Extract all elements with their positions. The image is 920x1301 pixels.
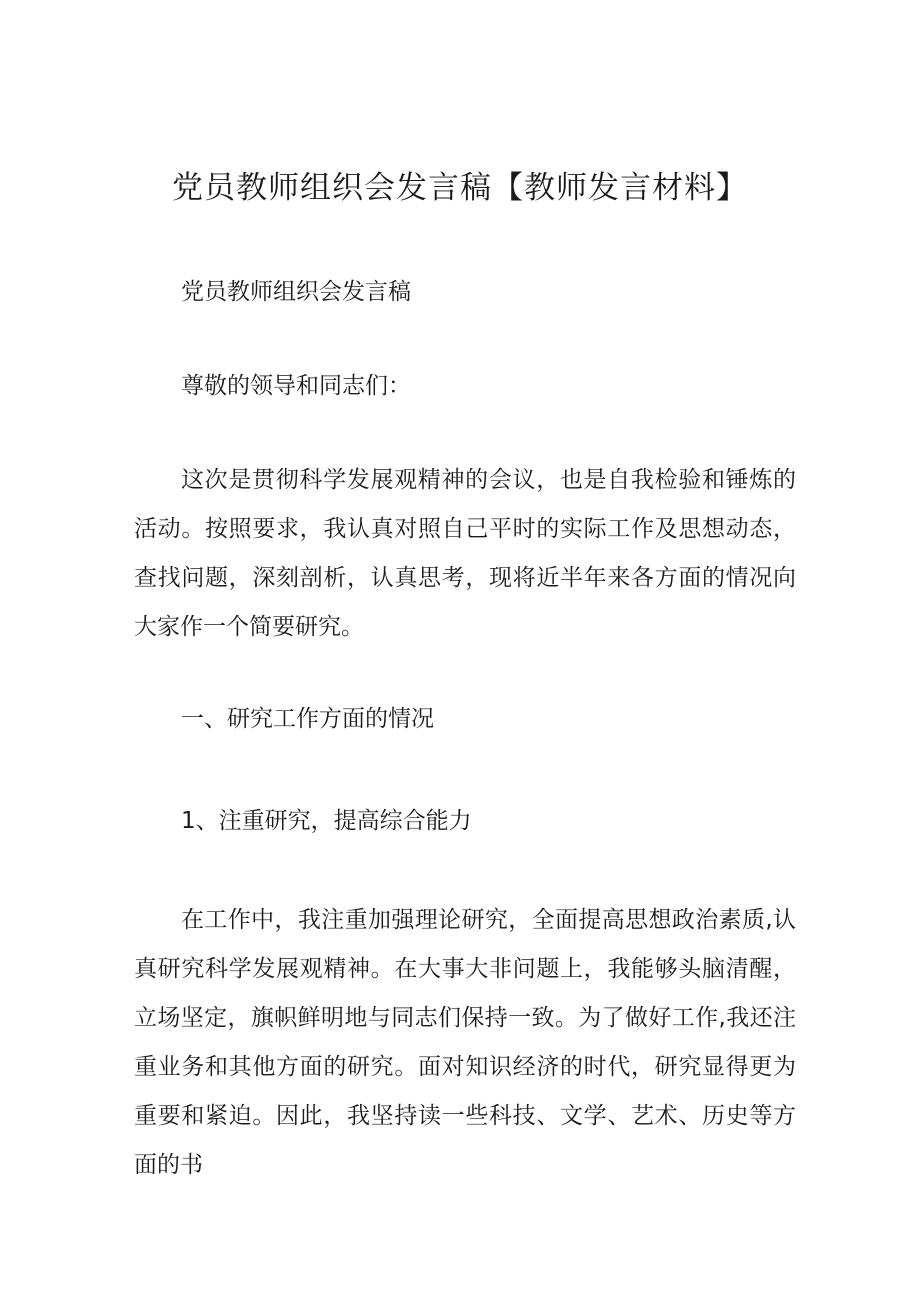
body-paragraph: 在工作中，我注重加强理论研究，全面提高思想政治素质,认真研究科学发展观精神。在大事大非问题上，我能够头脑清醒，立场坚定，旗帜鲜明地与同志们保持一致。为了做好工作,我还注重业务和其他方面的研究。面对知识经济的时代，研究显得更为重要和紧迫。因此，我坚持读一些科技、文学、艺术、历史等方面的书 bbox=[134, 907, 796, 1178]
salutation: 尊敬的领导和同志们： bbox=[181, 373, 411, 399]
section-heading: 一、研究工作方面的情况 bbox=[181, 706, 434, 732]
document-title: 党员教师组织会发言稿【教师发言材料】 bbox=[172, 170, 748, 206]
subsection-heading: 1、注重研究，提高综合能力 bbox=[181, 808, 472, 834]
document-subtitle: 党员教师组织会发言稿 bbox=[181, 279, 411, 305]
intro-paragraph: 这次是贯彻科学发展观精神的会议，也是自我检验和锤炼的活动。按照要求，我认真对照自己平时的实际工作及思想动态，查找问题，深刻剖析，认真思考，现将近半年来各方面的情况向大家作一个简要研究。 bbox=[134, 467, 796, 640]
